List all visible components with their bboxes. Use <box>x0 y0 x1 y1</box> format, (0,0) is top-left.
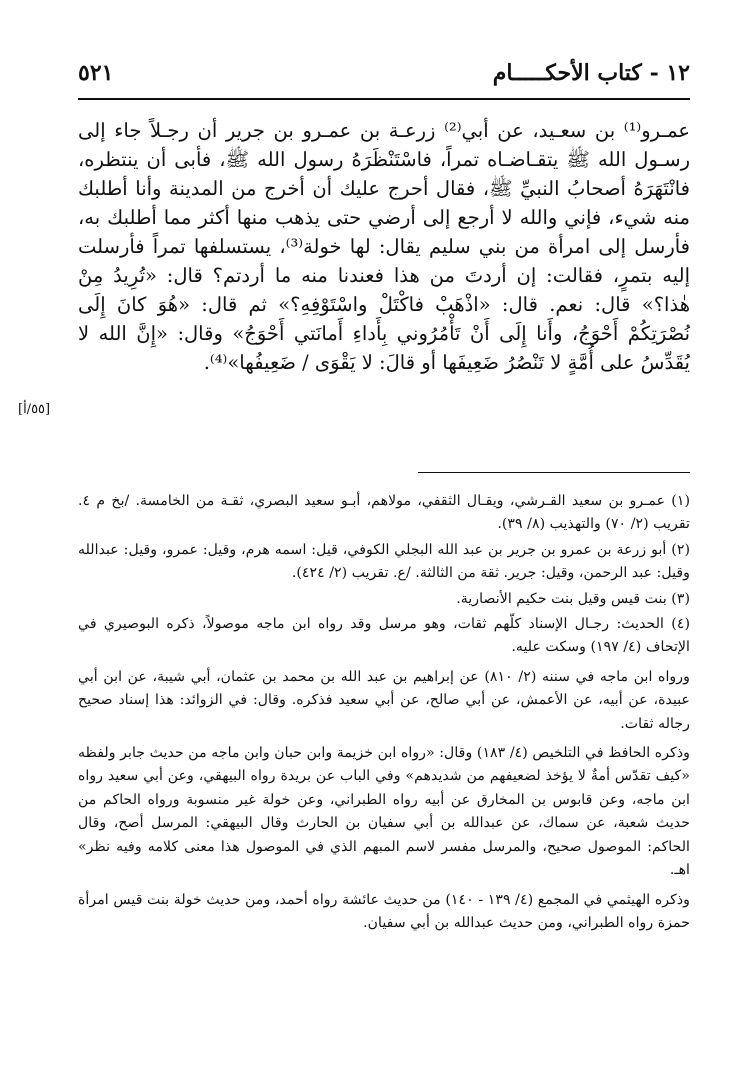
header-divider <box>78 98 690 100</box>
footnote-1: (١) عمـرو بن سعيد القـرشي، ويقـال الثقفي، مولاهم، أبـو سعيد البصري، ثقـة من الخامسة. /بخ م ٤. تقريب (٢/ ٧٠) والتهذيب (٨/ ٣٩). <box>78 493 690 533</box>
footnote-4-continuation-1: ورواه ابن ماجه في سننه (٢/ ٨١٠) عن إبراهيم بن عبد الله بن محمد بن عثمان، أبي شيبة، عن ابن أبي عبيدة، عن أبيه، عن الأعمش، عن أبي صالح، عن أبي سعيد فذكره. وقال: في الزوائد: هذا إسناد صحيح رجاله ثقات. <box>78 668 690 732</box>
running-header <box>78 58 690 92</box>
footnote-4-continuation-2: وذكره الحافظ في التلخيص (٤/ ١٨٣) وقال: «رواه ابن خزيمة وابن حبان وابن ماجه من حديث جابر ولفظه «كيف تقدّس أمةٌ لا يؤخذ لضعيفهم من شديدهم» وفي الباب عن بريدة رواه البيهقي، وعن أبي سعيد رواه ابن ماجه، وعن قابوس بن المخارق عن أبيه رواه الطبراني، وعن خولة غير منسوبة ورواه الحاكم من حديث شعبة، عن سماك، عن عبدالله بن أبي سفيان بن الحارث وقال البيهقي: المرسل أصح، وقال الحاكم: الموصول صحيح، والمرسل مفسر لاسم المبهم الذي في الموصول هذا معنى كلامه وفيه نظر» اهـ. <box>78 745 690 879</box>
page-number: ٥٢١ <box>78 60 114 86</box>
footnotes <box>78 490 690 937</box>
manuscript-folio-note: [٥٥/أ] <box>18 402 51 417</box>
hadith-paragraph: عمـرو⁽¹⁾ بن سعـيد، عن أبي⁽²⁾ زرعـة بن عمـرو بن جرير أن رجـلاً جاء إلى رسـول الله ﷺ يتقـاضـاه تمراً، فاسْتَنْظَرَهُ رسول الله ﷺ، فأبى أن ينتظره، فانْتَهَرَهُ أصحابُ النبيِّ ﷺ، فقال أحرج عليك أن أخرج من المدينة وأنا أطلبك منه شيء، فإني والله لا أرجع إلى أرضي حتى يذهب منها أكثر مما أطلبك به، فأرسل إلى امرأة من بني سليم يقال: لها خولة⁽³⁾، يستسلفها تمراً فأرسلت إليه بتمرٍ، فقالت: إن أردتَ من هذا فعندنا منه ما أردتم؟ قال: «تُرِيدُ مِنْ هٰذا؟» قال: نعم. قال: «اذْهَبْ فاكْتَلْ واسْتَوْفِهِ؟» ثم قال: «هُوَ كانَ إِلَى نُصْرَتِكُمْ أَحْوَجُ، وأَنا إِلَى أَنْ تَأْمُرُوني بِأَداءِ أَمانَتي أَحْوَجُ» وقال: «إِنَّ الله لا يُقَدِّسُ على أُمَّةٍ لا تَنْصُرُ ضَعِيفَها أو قالَ: لا يَقْوَى / ضَعِيفُها»⁽⁴⁾. <box>78 119 691 374</box>
footnote-divider <box>418 472 690 473</box>
main-text <box>78 116 690 377</box>
footnote-4-continuation-3: وذكره الهيثمي في المجمع (٤/ ١٣٩ - ١٤٠) من حديث عائشة رواه أحمد، ومن حديث خولة بنت قيس امرأة حمزة رواه الطبراني، ومن حديث عبدالله بن أبي سفيان. <box>78 891 691 931</box>
footnote-2: (٢) أبو زرعة بن عمرو بن جرير بن عبد الله البجلي الكوفي، قيل: اسمه هرم، وقيل: عمرو، وقيل: عبدالله وقيل: عبد الرحمن، وقيل: جرير. ثقة من الثالثة. /ع. تقريب (٢/ ٤٢٤). <box>78 541 690 582</box>
footnote-3: (٣) بنت قيس وقيل بنت حكيم الأنصارية. <box>456 590 690 607</box>
chapter-title: ١٢ - كتاب الأحكـــــام <box>492 60 690 86</box>
footnote-4: (٤) الحديث: رجـال الإسناد كلّهم ثقات، وهو مرسل وقد رواه ابن ماجه موصولاً، ذكره البوصيري في الإتحاف (٤/ ١٩٧) وسكت عليه. <box>78 616 690 656</box>
